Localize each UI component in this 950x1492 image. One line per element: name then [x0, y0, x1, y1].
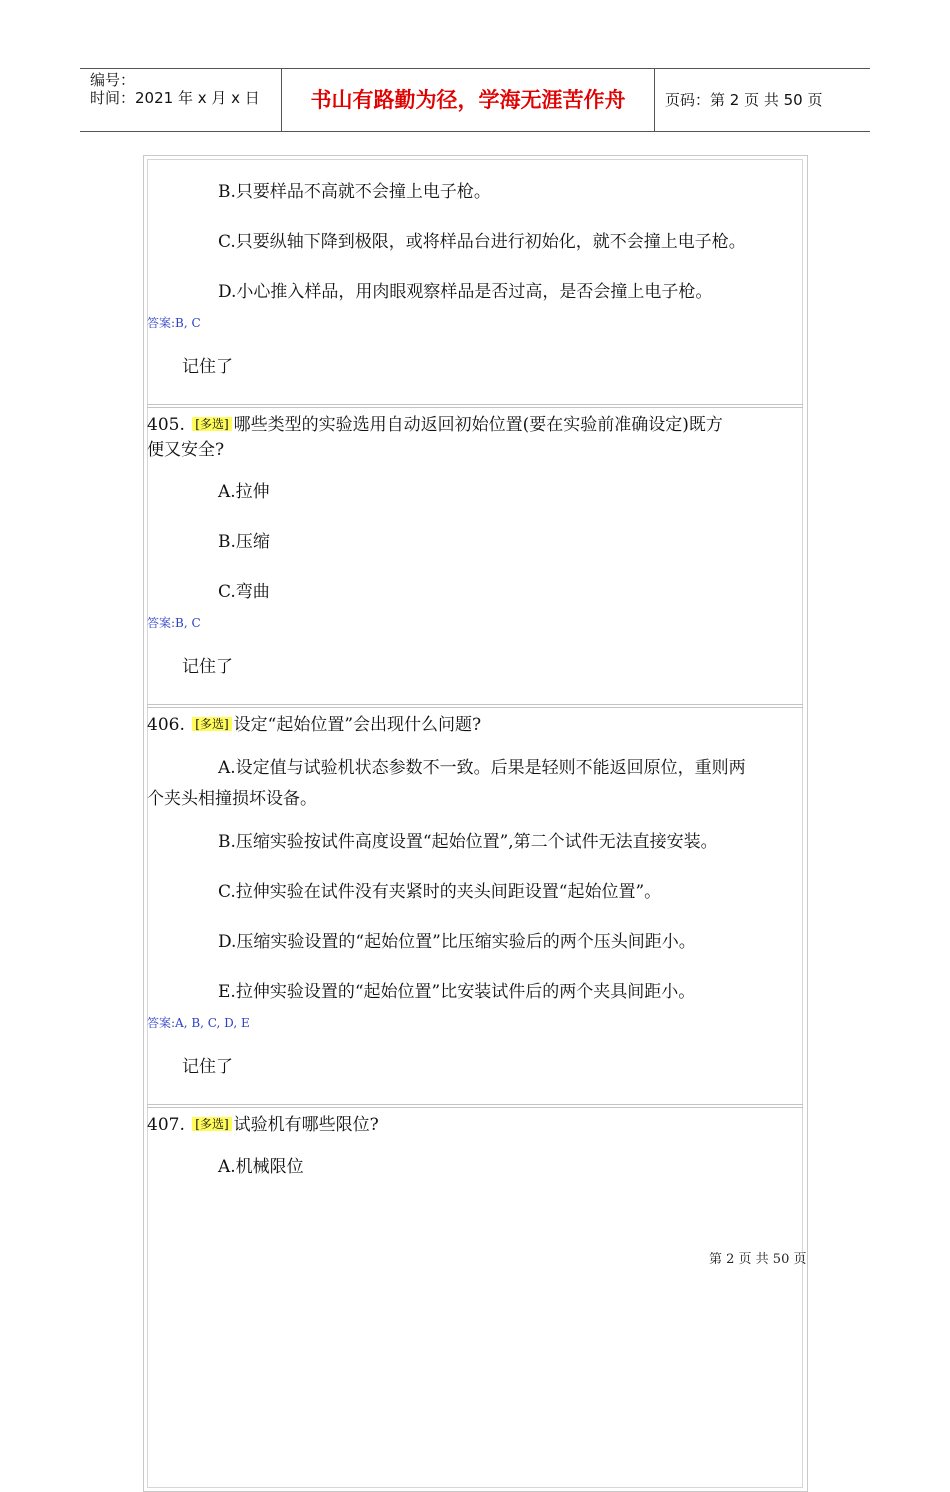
number-label: 编号： [90, 71, 136, 89]
q405-answer: 答案:B, C [147, 616, 201, 630]
q406-option-c: C.拉伸实验在试件没有夹紧时的夹头间距设置“起始位置”。 [218, 882, 662, 902]
q405-number: 405. [147, 415, 185, 435]
header-motto: 书山有路勤为径，学海无涯苦作舟 [310, 88, 626, 112]
question-divider [147, 704, 803, 708]
q405-stem-line1: 哪些类型的实验选用自动返回初始位置(要在实验前准确设定)既方 [233, 415, 723, 435]
q406-stem [147, 713, 481, 736]
q406-option-e: E.拉伸实验设置的“起始位置”比安装试件后的两个夹具间距小。 [218, 982, 696, 1002]
q406-option-b: B.压缩实验按试件高度设置“起始位置”,第二个试件无法直接安装。 [218, 832, 718, 852]
q406-stem-text: 设定“起始位置”会出现什么问题? [233, 715, 482, 735]
page-header [80, 68, 870, 132]
q405-option-a: A.拉伸 [218, 482, 270, 502]
q406-option-a-line1: A.设定值与试验机状态参数不一致。后果是轻则不能返回原位，重则两 [218, 758, 746, 778]
q407-stem [147, 1113, 379, 1136]
q407-stem-text: 试验机有哪些限位? [233, 1115, 379, 1135]
question-divider [147, 1104, 803, 1108]
q406-option-a-line2: 个夹头相撞损坏设备。 [147, 789, 317, 809]
q404-remember-link[interactable]: 记住了 [182, 357, 233, 377]
q404-option-d: D.小心推入样品，用肉眼观察样品是否过高，是否会撞上电子枪。 [218, 282, 713, 302]
header-meta [90, 71, 282, 107]
q405-option-c: C.弯曲 [218, 582, 270, 602]
question-divider [147, 404, 803, 408]
q406-option-d: D.压缩实验设置的“起始位置”比压缩实验后的两个压头间距小。 [218, 932, 696, 952]
q406-remember-link[interactable]: 记住了 [182, 1057, 233, 1077]
q405-remember-link[interactable]: 记住了 [182, 657, 233, 677]
q405-stem [147, 413, 723, 436]
q406-answer: 答案:A, B, C, D, E [147, 1016, 250, 1030]
q404-option-b: B.只要样品不高就不会撞上电子枪。 [218, 182, 491, 202]
header-divider [654, 69, 655, 131]
time-label: 时间：2021 年 x 月 x 日 [90, 89, 260, 107]
q406-number: 406. [147, 715, 185, 735]
q406-type-tag: [多选] [192, 717, 231, 731]
q405-stem-line2: 便又安全? [147, 440, 225, 460]
q405-type-tag: [多选] [192, 417, 231, 431]
question-frame-inner [147, 159, 803, 1488]
q407-number: 407. [147, 1115, 185, 1135]
q405-option-b: B.压缩 [218, 532, 270, 552]
q404-option-c: C.只要纵轴下降到极限，或将样品台进行初始化，就不会撞上电子枪。 [218, 232, 746, 252]
header-page-number: 页码：第 2 页 共 50 页 [665, 91, 823, 109]
q407-option-a: A.机械限位 [218, 1157, 304, 1177]
q404-answer: 答案:B, C [147, 316, 201, 330]
q407-type-tag: [多选] [192, 1117, 231, 1131]
footer-page-number: 第 2 页 共 50 页 [709, 1252, 807, 1267]
